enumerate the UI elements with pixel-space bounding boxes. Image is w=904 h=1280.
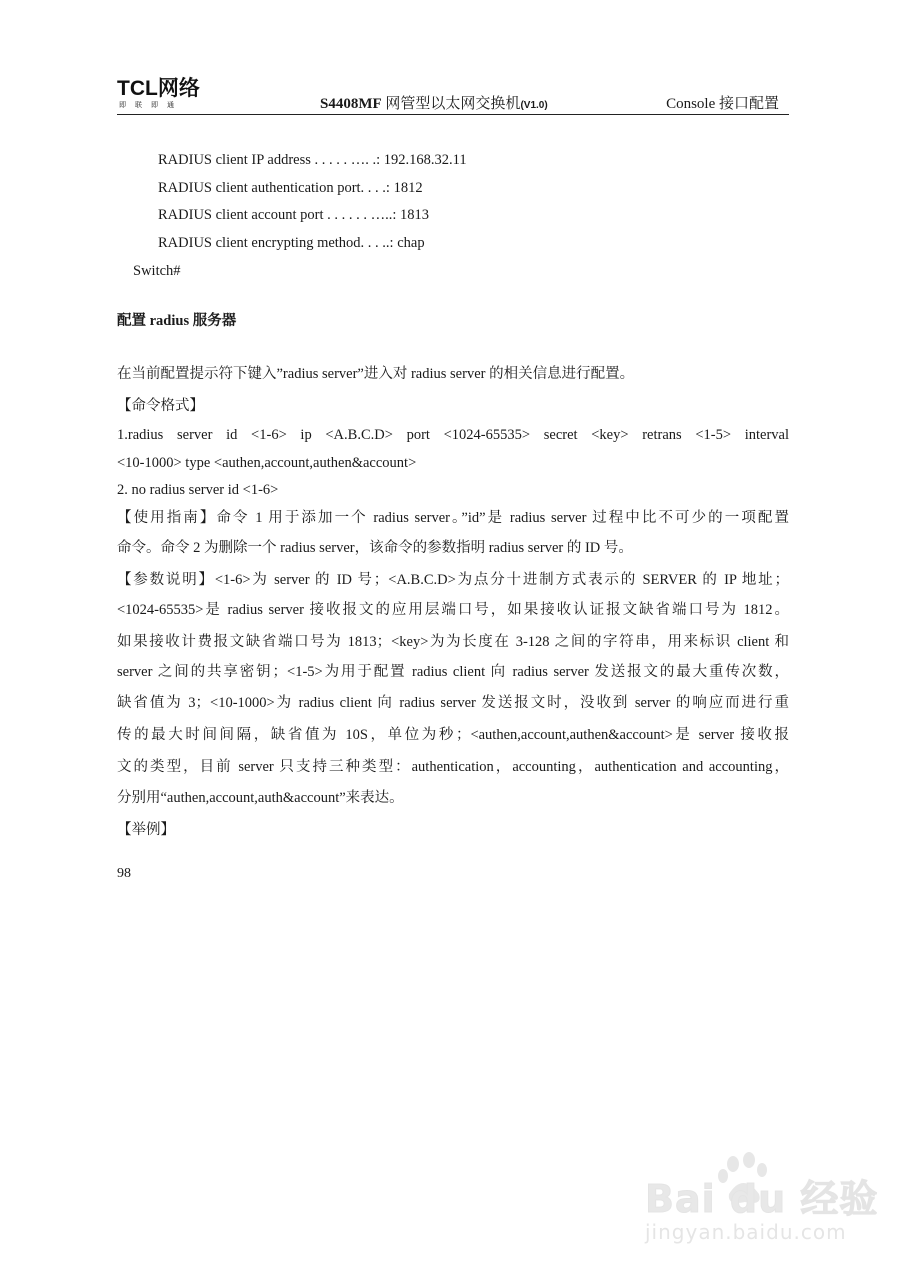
cmd1-line1: 1.radius server id <1-6> ip <A.B.C.D> port <1024-65535> secret <key> retrans <1-5> interval — [117, 427, 789, 443]
tcl-logo — [117, 78, 217, 112]
page-number: 98 — [117, 866, 131, 881]
params-line: 【参数说明】<1-6>为 server 的 ID 号；<A.B.C.D>为点分十进制方式表示的 SERVER 的 IP 地址； — [117, 572, 789, 588]
logo-text: TCL网络 — [117, 77, 200, 100]
section-name: Console 接口配置 — [666, 96, 779, 112]
console-output-line: RADIUS client encrypting method. . . ..: chap — [158, 235, 425, 251]
console-output-line: RADIUS client account port . . . . . . …..: 1813 — [158, 207, 430, 223]
usage-line1: 【使用指南】命令 1 用于添加一个 radius server。”id”是 radius server 过程中比不可少的一项配置 — [117, 510, 789, 526]
intro-paragraph: 在当前配置提示符下键入”radius server”进入对 radius server 的相关信息进行配置。 — [117, 366, 635, 382]
cmd1-line2: <10-1000> type <authen,account,authen&account> — [117, 455, 417, 471]
console-output-line: RADIUS client IP address . . . . . …. .: 192.168.32.11 — [158, 152, 467, 168]
usage-line2: 命令。命令 2 为删除一个 radius server，该命令的参数指明 radius server 的 ID 号。 — [117, 540, 633, 556]
cmd-format-label: 【命令格式】 — [117, 398, 204, 414]
console-output-line: RADIUS client authentication port. . . .: 1812 — [158, 180, 423, 196]
logo-subtext: 即联即通 — [119, 102, 183, 109]
params-line: 缺省值为 3；<10-1000>为 radius client 向 radius server 发送报文时，没收到 server 的响应而进行重 — [117, 695, 789, 711]
params-line: 如果接收计费报文缺省端口号为 1813；<key>为为长度在 3-128 之间的字符串，用来标识 client 和 — [117, 634, 789, 650]
example-label: 【举例】 — [117, 822, 175, 838]
title-model: S4408MF — [320, 96, 382, 112]
params-line: <1024-65535>是 radius server 接收报文的应用层端口号，如果接收认证报文缺省端口号为 1812。 — [117, 602, 789, 618]
params-line: 文的类型，目前 server 只支持三种类型：authentication，accounting，authentication and accounting， — [117, 759, 789, 775]
section-heading: 配置 radius 服务器 — [117, 313, 237, 329]
document-title — [320, 92, 548, 113]
title-version: (V1.0) — [520, 100, 548, 111]
watermark-url: jingyan.baidu.com — [645, 1220, 847, 1244]
params-line: 传的最大时间间隔，缺省值为 10S，单位为秒；<authen,account,authen&account>是 server 接收报 — [117, 727, 789, 743]
watermark-brand: Bai du 经验 — [645, 1177, 879, 1221]
params-line: 分别用“authen,account,auth&account”来表达。 — [117, 790, 404, 806]
title-text: 网管型以太网交换机 — [385, 96, 521, 112]
cmd2-line: 2. no radius server id <1-6> — [117, 482, 279, 498]
page-header — [117, 78, 789, 115]
params-line: server 之间的共享密钥；<1-5>为用于配置 radius client 向 radius server 发送报文的最大重传次数， — [117, 664, 789, 680]
baidu-watermark — [645, 1150, 879, 1260]
switch-prompt: Switch# — [133, 263, 181, 279]
